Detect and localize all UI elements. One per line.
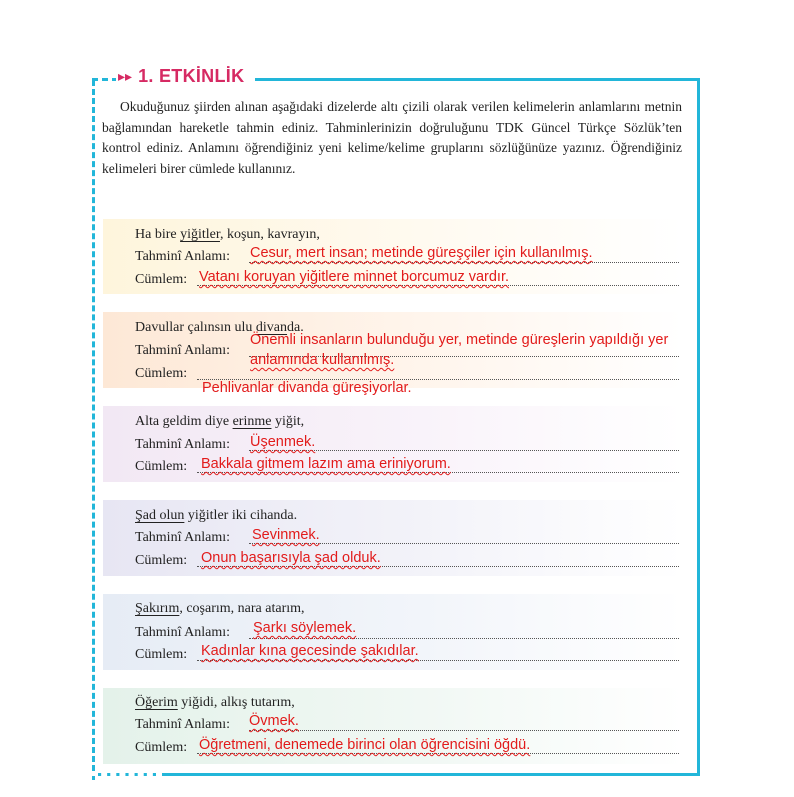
meaning-label: Tahminî Anlamı: <box>135 530 231 545</box>
verse-line: Şad olun yiğitler iki cihanda. <box>135 508 298 523</box>
target-word: Şakırım <box>135 601 180 616</box>
frame-bottom-border <box>92 773 700 776</box>
meaning-answer-line[interactable] <box>249 450 679 451</box>
frame-top-border <box>255 78 699 81</box>
handwritten-meaning-continued: anlamında kullanılmış. <box>250 352 395 368</box>
meaning-answer-line[interactable] <box>249 638 679 639</box>
frame-right-border <box>697 78 700 775</box>
sentence-label: Cümlem: <box>135 272 188 287</box>
meaning-label: Tahminî Anlamı: <box>135 437 231 452</box>
handwritten-meaning: Cesur, mert insan; metinde güreşçiler için kullanılmış. <box>250 245 593 261</box>
handwritten-meaning: Önemli insanların bulunduğu yer, metinde güreşlerin yapıldığı yer <box>250 332 669 348</box>
sentence-label: Cümlem: <box>135 459 188 474</box>
target-word: Şad olun <box>135 508 185 523</box>
meaning-answer-line[interactable] <box>249 262 679 263</box>
activity-instructions: Okuduğunuz şiirden alınan aşağıdaki dizelerde altı çizili olarak verilen kelimelerin anlamlarını metnin bağlamından hareketle tahmin ediniz. Tahminlerinizin doğruluğunu TDK Güncel Türkçe Sözlük’ten kontrol ediniz. Anlamını öğrendiğiniz yeni kelime/kelime gruplarını sözlüğünüze yazınız. Öğrendiğiniz kelimeleri birer cümlede kullanınız. <box>102 99 682 176</box>
meaning-label: Tahminî Anlamı: <box>135 625 231 640</box>
verse-line: Şakırım, coşarım, nara atarım, <box>135 601 305 616</box>
sentence-label: Cümlem: <box>135 553 188 568</box>
meaning-label: Tahminî Anlamı: <box>135 343 231 358</box>
frame-top-dashed-border <box>92 78 118 81</box>
meaning-answer-line[interactable] <box>249 730 679 731</box>
double-arrow-icon: ▸▸ <box>118 68 133 85</box>
handwritten-sentence: Kadınlar kına gecesinde şakıdılar. <box>201 643 419 659</box>
sentence-answer-line[interactable] <box>197 472 679 473</box>
sentence-answer-line[interactable] <box>197 566 679 567</box>
sentence-answer-line[interactable] <box>197 285 679 286</box>
verse-line: Ha bire yiğitler, koşun, kavrayın, <box>135 227 320 242</box>
handwritten-meaning: Sevinmek. <box>252 527 320 543</box>
meaning-answer-line[interactable] <box>249 543 679 544</box>
handwritten-meaning: Şarkı söylemek. <box>253 620 357 636</box>
meaning-label: Tahminî Anlamı: <box>135 249 231 264</box>
activity-heading <box>116 66 248 87</box>
handwritten-meaning: Övmek. <box>249 713 299 729</box>
handwritten-sentence: Vatanı koruyan yiğitlere minnet borcumuz vardır. <box>199 269 510 285</box>
verse-line: Öğerim yiğidi, alkış tutarım, <box>135 695 295 710</box>
sentence-label: Cümlem: <box>135 740 188 755</box>
frame-bottom-gap <box>92 773 162 776</box>
verse-line: Alta geldim diye erinme yiğit, <box>135 414 305 429</box>
handwritten-sentence: Bakkala gitmem lazım ama eriniyorum. <box>201 456 451 472</box>
sentence-answer-line[interactable] <box>197 660 679 661</box>
verse-line: Davullar çalınsın ulu divanda. <box>135 320 304 335</box>
handwritten-sentence: Öğretmeni, denemede birinci olan öğrencisini öğdü. <box>199 737 531 753</box>
activity-title: 1. ETKİNLİK <box>138 66 245 86</box>
target-word: Öğerim <box>135 695 178 710</box>
target-word: divan <box>255 320 288 335</box>
handwritten-sentence: Onun başarısıyla şad olduk. <box>201 550 381 566</box>
handwritten-meaning: Üşenmek. <box>250 434 316 450</box>
sentence-label: Cümlem: <box>135 366 188 381</box>
meaning-label: Tahminî Anlamı: <box>135 717 231 732</box>
frame-left-dashed-border <box>92 80 95 780</box>
handwritten-sentence: Pehlivanlar divanda güreşiyorlar. <box>202 380 412 396</box>
sentence-answer-line[interactable] <box>197 753 679 754</box>
target-word: erinme <box>232 414 272 429</box>
sentence-label: Cümlem: <box>135 647 188 662</box>
target-word: yiğitler <box>180 227 220 242</box>
